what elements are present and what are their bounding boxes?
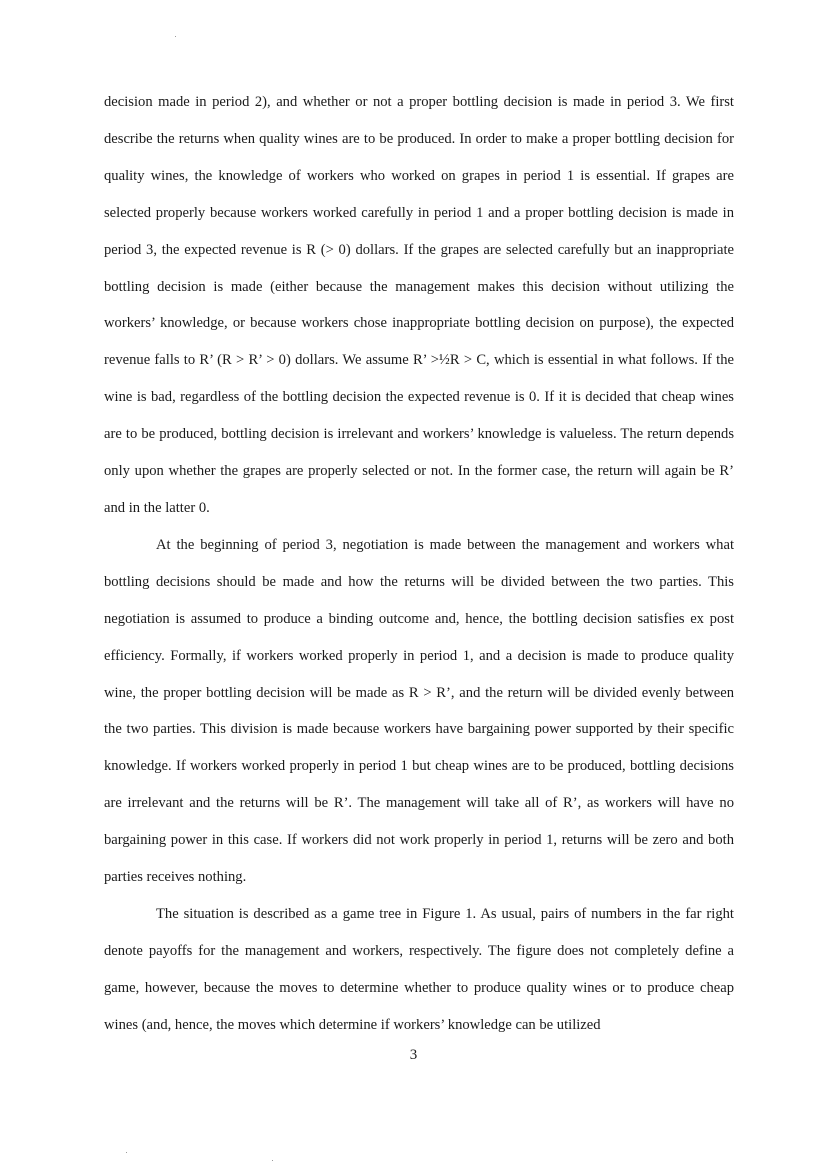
page-number: 3 bbox=[409, 1047, 418, 1063]
paragraph-continued: decision made in period 2), and whether or not a proper bottling decision is made in period 3. We first describe the returns when quality wines are to be produced. In order to make a proper bottling decision for quality wines, the knowledge of workers who worked on grapes in period 1 is essential. If grapes are selected properly because workers worked carefully in period 1 and a proper bottling decision is made in period 3, the expected revenue is R (> 0) dollars. If the grapes are selected carefully but an inappropriate bottling decision is made (either because the management makes this decision without utilizing the workers’ knowledge, or because workers chose inappropriate bottling decision on purpose), the expected revenue falls to R’ (R > R’ > 0) dollars. We assume R’ >½R > C, which is essential in what follows. If the wine is bad, regardless of the bottling decision the expected revenue is 0. If it is decided that cheap wines are to be produced, bottling decision is irrelevant and workers’ knowledge is valueless. The return depends only upon whether the grapes are properly selected or not. In the former case, the return will again be R’ and in the latter 0. bbox=[104, 94, 734, 516]
scan-speck bbox=[272, 1160, 273, 1161]
paragraph-game-tree: The situation is described as a game tree in Figure 1. As usual, pairs of numbers in the far right denote payoffs for the management and workers, respectively. The figure does not completely define a game, however, because the moves to determine whether to produce quality wines or to produce cheap wines (and, hence, the moves which determine if workers’ knowledge can be utilized bbox=[104, 905, 734, 1033]
scan-speck bbox=[175, 36, 176, 37]
scan-speck bbox=[126, 1152, 127, 1153]
body-text bbox=[104, 84, 734, 1044]
paragraph-negotiation: At the beginning of period 3, negotiation is made between the management and workers what bottling decisions should be made and how the returns will be divided between the two parties. This negotiation is assumed to produce a binding outcome and, hence, the bottling decision satisfies ex post efficiency. Formally, if workers worked properly in period 1, and a decision is made to produce quality wine, the proper bottling decision will be made as R > R’, and the return will be divided evenly between the two parties. This division is made because workers have bargaining power supported by their specific knowledge. If workers worked properly in period 1 but cheap wines are to be produced, bottling decisions are irrelevant and the returns will be R’. The management will take all of R’, as workers will have no bargaining power in this case. If workers did not work properly in period 1, returns will be zero and both parties receives nothing. bbox=[104, 536, 734, 886]
